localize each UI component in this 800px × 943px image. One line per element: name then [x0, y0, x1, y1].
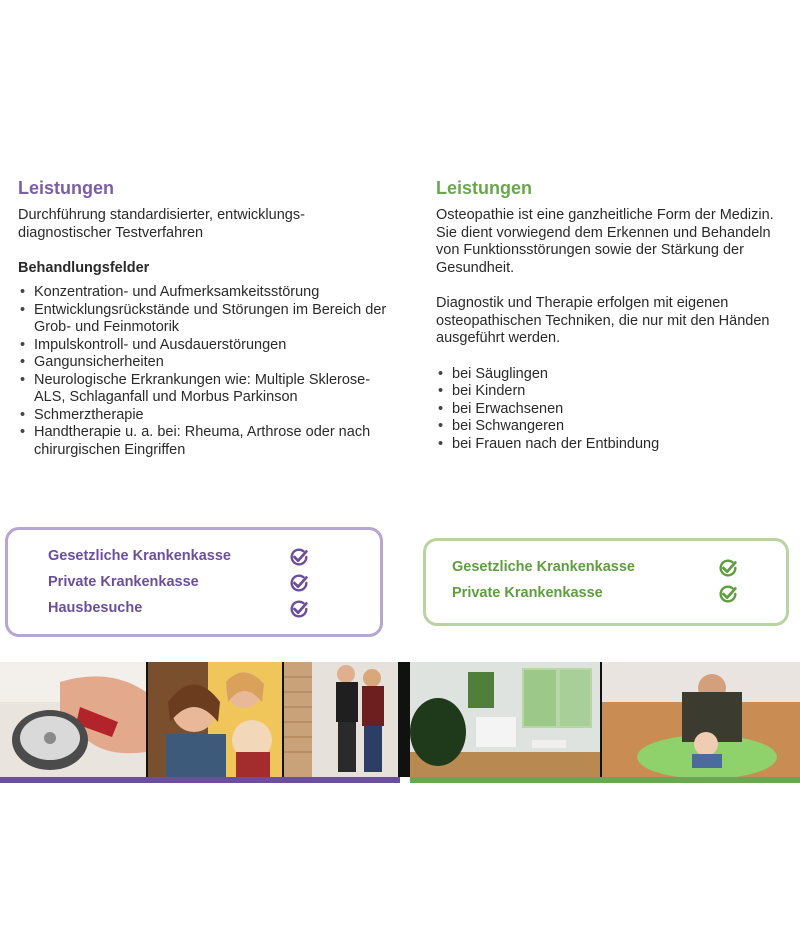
- check-circle-icon: [288, 546, 310, 568]
- right-para-2: Diagnostik und Therapie erfolgen mit eigenen osteopathischen Techniken, die nur mit den Händen ausgeführt werden.: [436, 295, 770, 346]
- purple-bar: [0, 777, 400, 783]
- left-subheading: Behandlungsfelder: [18, 260, 150, 276]
- photo-strip: [0, 662, 800, 777]
- list-item: • bei Frauen nach der Entbindung: [436, 436, 786, 454]
- list-item: • Entwicklungsrückstände und Störungen im Bereich der Grob- und Feinmotorik: [18, 302, 398, 337]
- list-item: • Gangunsicherheiten: [18, 354, 398, 372]
- check-circle-icon: [717, 583, 739, 605]
- check-circle-icon: [717, 557, 739, 579]
- list-item: • Konzentration- und Aufmerksamkeitsstörung: [18, 284, 398, 302]
- photo-hand-therapy: [0, 662, 146, 777]
- coverage-item: Hausbesuche: [48, 600, 143, 616]
- list-item: • Schmerztherapie: [18, 407, 398, 425]
- coverage-item: Gesetzliche Krankenkasse: [452, 559, 635, 575]
- photo-wall-bars: [284, 662, 398, 777]
- check-circle-icon: [288, 598, 310, 620]
- check-circle-icon: [288, 572, 310, 594]
- left-column: [18, 178, 398, 459]
- right-list: [436, 366, 786, 454]
- left-heading: Leistungen: [18, 178, 115, 198]
- coverage-item: Private Krankenkasse: [48, 574, 199, 590]
- left-list: [18, 284, 398, 459]
- list-item: • Neurologische Erkrankungen wie: Multiple Sklerose-ALS, Schlaganfall und Morbus Parkinson: [18, 372, 398, 407]
- left-intro: Durchführung standardisierter, entwicklungs-diagnostischer Testverfahren: [18, 207, 305, 241]
- photo-treatment-room: [410, 662, 600, 777]
- list-item: • bei Erwachsenen: [436, 401, 786, 419]
- list-item: • Handtherapie u. a. bei: Rheuma, Arthrose oder nach chirurgischen Eingriffen: [18, 424, 398, 459]
- right-coverage-box: [423, 538, 789, 626]
- right-column: [436, 178, 786, 453]
- list-item: • bei Kindern: [436, 383, 786, 401]
- right-para-1: Osteopathie ist eine ganzheitliche Form der Medizin. Sie dient vorwiegend dem Erkennen und Behandeln von Funktionsstörungen sowie der Stärkung der Gesundheit.: [436, 207, 774, 276]
- green-bar: [410, 777, 800, 783]
- list-item: • bei Säuglingen: [436, 366, 786, 384]
- left-coverage-box: [5, 527, 383, 637]
- photo-baby-osteopathy: [602, 662, 800, 777]
- coverage-item: Private Krankenkasse: [452, 585, 603, 601]
- list-item: • bei Schwangeren: [436, 418, 786, 436]
- list-item: • Impulskontroll- und Ausdauerstörungen: [18, 337, 398, 355]
- photo-children-puppet: [148, 662, 282, 777]
- coverage-item: Gesetzliche Krankenkasse: [48, 548, 231, 564]
- right-heading: Leistungen: [436, 178, 533, 198]
